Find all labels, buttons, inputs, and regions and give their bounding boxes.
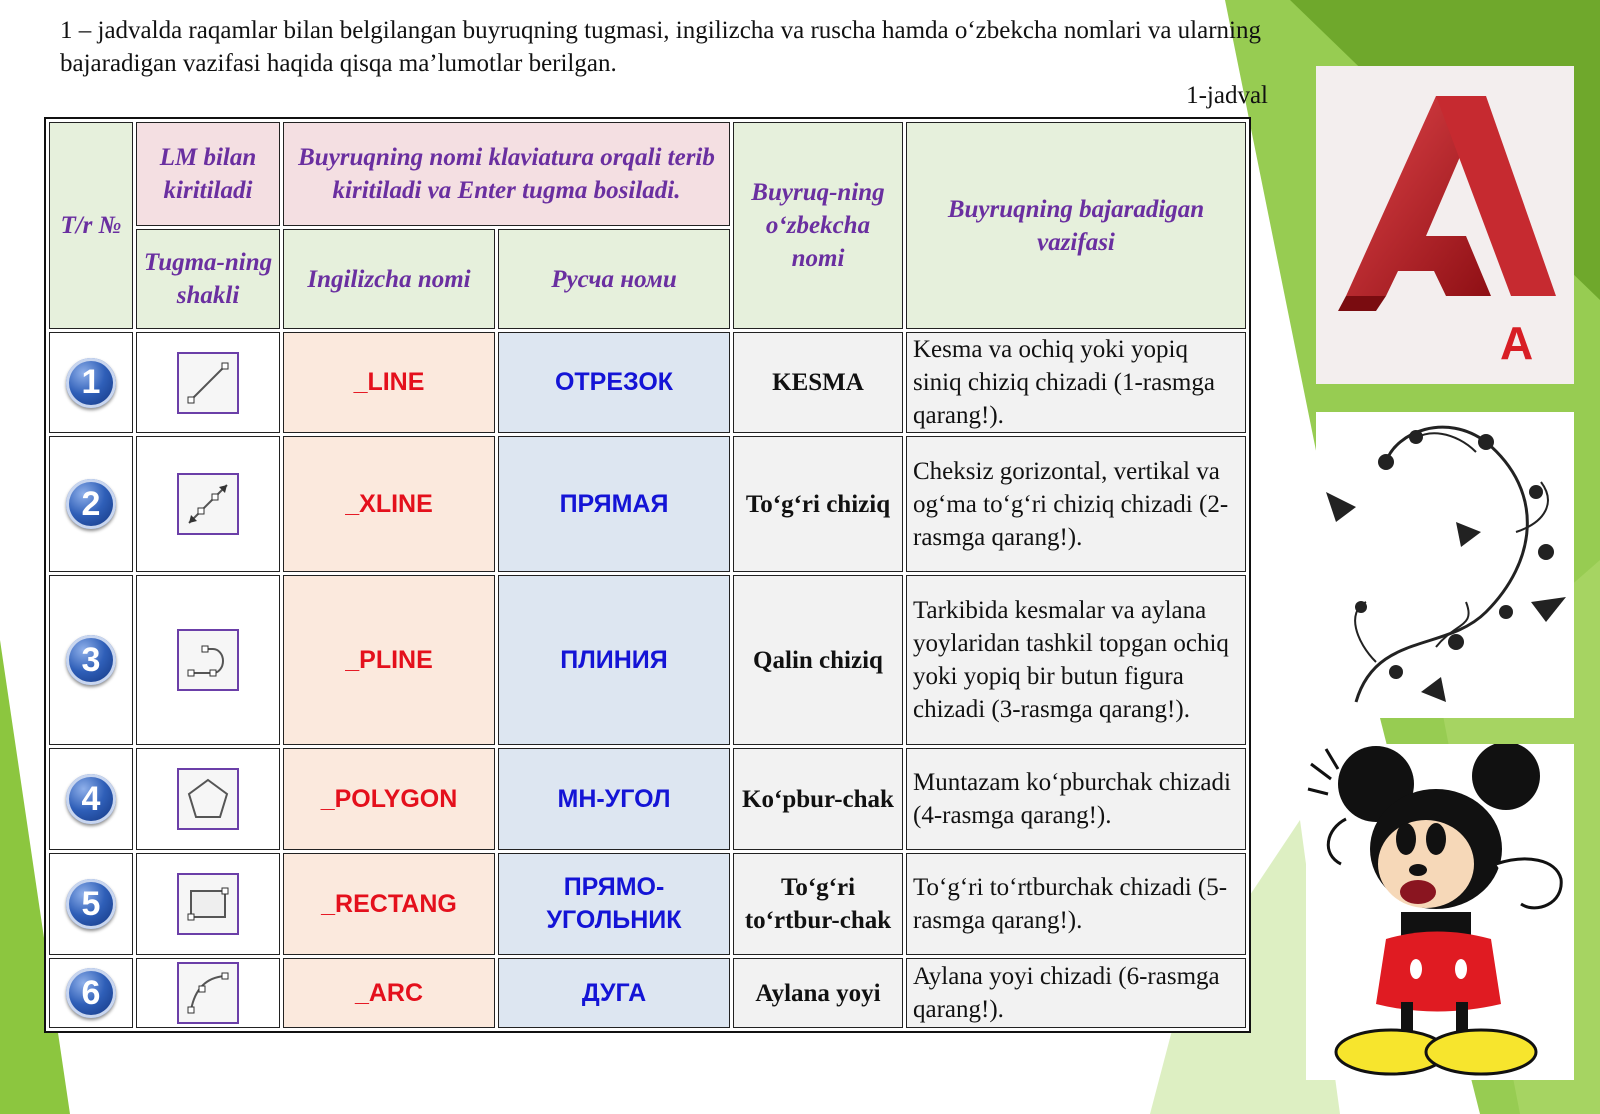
english-name-cell: _PLINE (283, 575, 495, 745)
uzbek-name-cell: To‘g‘ri to‘rtbur-chak (733, 853, 903, 955)
number-badge: 6 (66, 968, 116, 1018)
number-badge: 4 (66, 774, 116, 824)
english-name-cell: _POLYGON (283, 748, 495, 850)
button-shape-cell (136, 575, 280, 745)
number-badge: 1 (66, 358, 116, 408)
rectangle-tool-icon (177, 873, 239, 935)
number-badge: 2 (66, 479, 116, 529)
button-shape-cell (136, 332, 280, 433)
row-number-cell (49, 853, 133, 955)
table-row (49, 575, 1246, 745)
uzbek-name-cell: To‘g‘ri chiziq (733, 436, 903, 572)
number-badge: 5 (66, 879, 116, 929)
table-row (49, 436, 1246, 572)
uzbek-name-cell: Ko‘pbur-chak (733, 748, 903, 850)
english-name-cell: _ARC (283, 958, 495, 1028)
description-cell: Muntazam ko‘pburchak chizadi (4-rasmga qarang!). (906, 748, 1246, 850)
uzbek-name-cell: Aylana yoyi (733, 958, 903, 1028)
row-number-cell (49, 436, 133, 572)
description-cell: Kesma va ochiq yoki yopiq siniq chiziq chizadi (1-rasmga qarang!). (906, 332, 1246, 433)
table-caption: 1-jadval (1186, 82, 1268, 109)
logo-letter: A (1500, 317, 1534, 369)
english-name-cell: _RECTANG (283, 853, 495, 955)
russian-name-cell: ПРЯМАЯ (498, 436, 730, 572)
uzbek-name-cell: KESMA (733, 332, 903, 433)
header-english-name: Ingilizcha nomi (283, 229, 495, 329)
xline-tool-icon (177, 473, 239, 535)
header-typed: Buyruqning nomi klaviatura orqali terib kiritiladi va Enter tugma bosiladi. (283, 122, 730, 226)
header-button-shape: Tugma-ning shakli (136, 229, 280, 329)
button-shape-cell (136, 853, 280, 955)
table-row (49, 853, 1246, 955)
floral-ornament-icon (1316, 412, 1574, 718)
russian-name-cell: ДУГА (498, 958, 730, 1028)
polygon-tool-icon (177, 768, 239, 830)
header-tr: T/r № (49, 122, 133, 329)
button-shape-cell (136, 748, 280, 850)
table-row (49, 748, 1246, 850)
header-task: Buyruqning bajaradigan vazifasi (906, 122, 1246, 329)
row-number-cell (49, 958, 133, 1028)
description-cell: Aylana yoyi chizadi (6-rasmga qarang!). (906, 958, 1246, 1028)
arc-tool-icon (177, 962, 239, 1024)
description-cell: Cheksiz gorizontal, vertikal va og‘ma to‘g‘ri chiziq chizadi (2-rasmga qarang!). (906, 436, 1246, 572)
description-cell: Tarkibida kesmalar va aylana yoylaridan tashkil topgan ochiq yoki yopiq bir butun figura chizadi (3-rasmga qarang!). (906, 575, 1246, 745)
table-row (49, 958, 1246, 1028)
autocad-logo-icon (1316, 66, 1574, 384)
cartoon-mouse-icon (1306, 744, 1574, 1080)
description-cell: To‘g‘ri to‘rtburchak chizadi (5-rasmga qarang!). (906, 853, 1246, 955)
uzbek-name-cell: Qalin chiziq (733, 575, 903, 745)
header-russian-name: Русча номи (498, 229, 730, 329)
russian-name-cell: ПРЯМО-УГОЛЬНИК (498, 853, 730, 955)
header-uzbek-name: Buyruq-ning o‘zbekcha nomi (733, 122, 903, 329)
number-badge: 3 (66, 635, 116, 685)
english-name-cell: _LINE (283, 332, 495, 433)
row-number-cell (49, 575, 133, 745)
row-number-cell (49, 332, 133, 433)
button-shape-cell (136, 958, 280, 1028)
commands-table (44, 117, 1251, 1033)
header-lm: LM bilan kiritiladi (136, 122, 280, 226)
russian-name-cell: ОТРЕЗОК (498, 332, 730, 433)
button-shape-cell (136, 436, 280, 572)
intro-text: 1 – jadvalda raqamlar bilan belgilangan buyruqning tugmasi, ingilizcha va ruscha hamda o‘zbekcha nomlari va ularning bajaradigan vazifasi haqida qisqa ma’lumotlar berilgan. (60, 17, 1261, 77)
russian-name-cell: МН-УГОЛ (498, 748, 730, 850)
english-name-cell: _XLINE (283, 436, 495, 572)
line-tool-icon (177, 352, 239, 414)
table-row (49, 332, 1246, 433)
russian-name-cell: ПЛИНИЯ (498, 575, 730, 745)
row-number-cell (49, 748, 133, 850)
pline-tool-icon (177, 629, 239, 691)
